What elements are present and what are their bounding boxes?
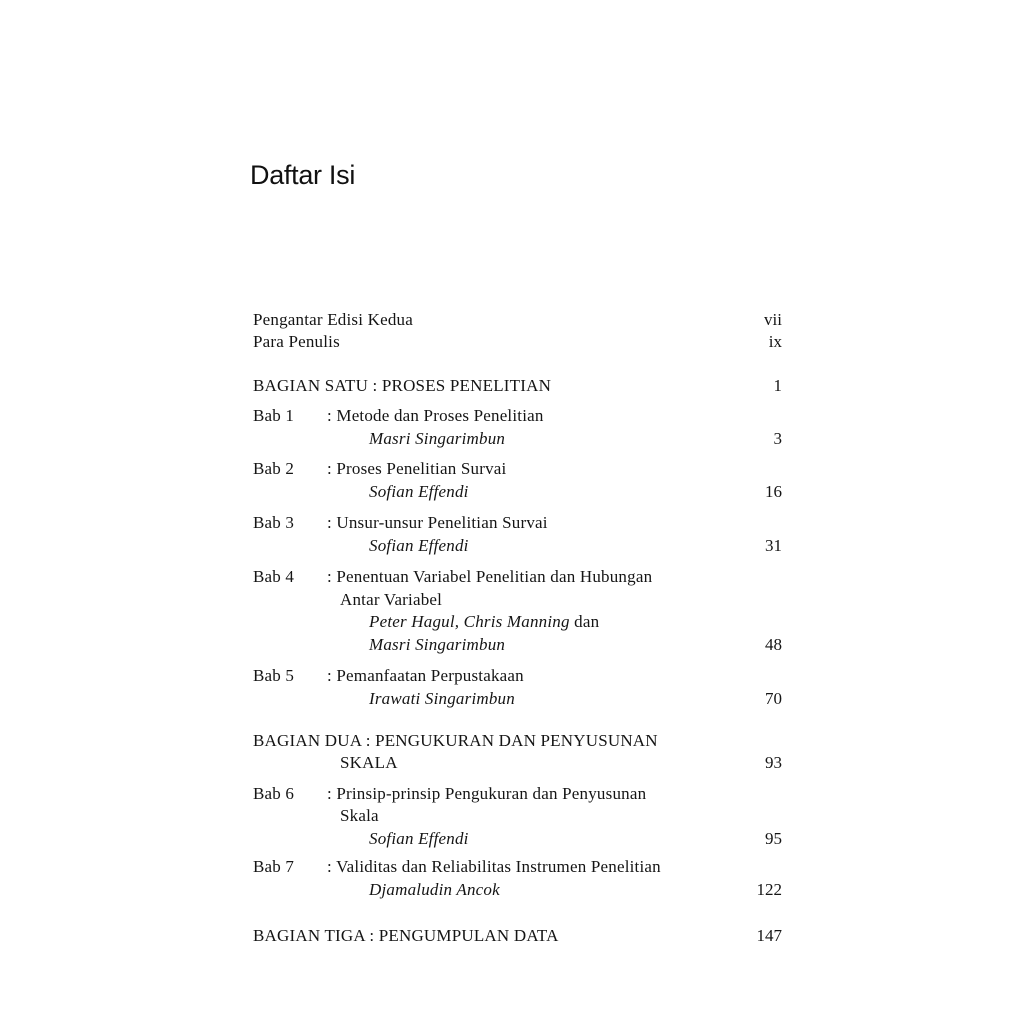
chapter-number: Bab 3	[253, 513, 295, 532]
chapter-author: Masri Singarimbun	[369, 635, 506, 654]
part-page: 1	[773, 376, 782, 395]
chapter-title: : Penentuan Variabel Penelitian dan Hubungan	[327, 567, 653, 586]
chapter-page: 31	[765, 536, 782, 555]
chapter-page: 95	[765, 829, 782, 848]
chapter-title: : Pemanfaatan Perpustakaan	[327, 666, 524, 685]
part-heading: BAGIAN TIGA : PENGUMPULAN DATA	[253, 926, 559, 945]
chapter-number: Bab 1	[253, 406, 295, 425]
chapter-authors	[369, 612, 599, 632]
page-title: Daftar Isi	[250, 160, 356, 190]
chapter-title: : Validitas dan Reliabilitas Instrumen Penelitian	[327, 857, 661, 876]
chapter-author: Irawati Singarimbun	[369, 689, 515, 708]
chapter-number: Bab 4	[253, 567, 295, 586]
author-conjunction: dan	[574, 612, 600, 631]
chapter-page: 70	[765, 689, 782, 708]
chapter-page: 122	[756, 880, 782, 899]
chapter-title: : Prinsip-prinsip Pengukuran dan Penyusunan	[327, 784, 647, 803]
chapter-page: 48	[765, 635, 782, 654]
chapter-page: 16	[765, 482, 782, 501]
chapter-title: : Metode dan Proses Penelitian	[327, 406, 544, 425]
part-page: 93	[765, 753, 782, 772]
chapter-number: Bab 7	[253, 857, 295, 876]
toc-entry-page: ix	[768, 332, 782, 351]
part-heading: BAGIAN DUA : PENGUKURAN DAN PENYUSUNAN	[253, 731, 658, 750]
chapter-page: 3	[773, 429, 782, 448]
chapter-number: Bab 6	[253, 784, 295, 803]
part-heading-continued: SKALA	[340, 753, 398, 772]
toc-entry-page: vii	[764, 310, 782, 329]
chapter-title: : Unsur-unsur Penelitian Survai	[327, 513, 548, 532]
chapter-title: : Proses Penelitian Survai	[327, 459, 507, 478]
chapter-title-continued: Skala	[340, 806, 379, 825]
part-heading: BAGIAN SATU : PROSES PENELITIAN	[253, 376, 552, 395]
chapter-author: Masri Singarimbun	[369, 429, 506, 448]
chapter-title-continued: Antar Variabel	[340, 590, 443, 609]
chapter-author: Sofian Effendi	[369, 482, 469, 501]
part-page: 147	[756, 926, 782, 945]
chapter-author: Djamaludin Ancok	[369, 880, 500, 899]
chapter-author: Sofian Effendi	[369, 536, 469, 555]
toc-entry-label: Para Penulis	[253, 332, 340, 351]
chapter-number: Bab 2	[253, 459, 295, 478]
chapter-author: Peter Hagul, Chris Manning	[369, 612, 570, 631]
chapter-author: Sofian Effendi	[369, 829, 469, 848]
chapter-number: Bab 5	[253, 666, 295, 685]
toc-entry-label: Pengantar Edisi Kedua	[253, 310, 413, 329]
